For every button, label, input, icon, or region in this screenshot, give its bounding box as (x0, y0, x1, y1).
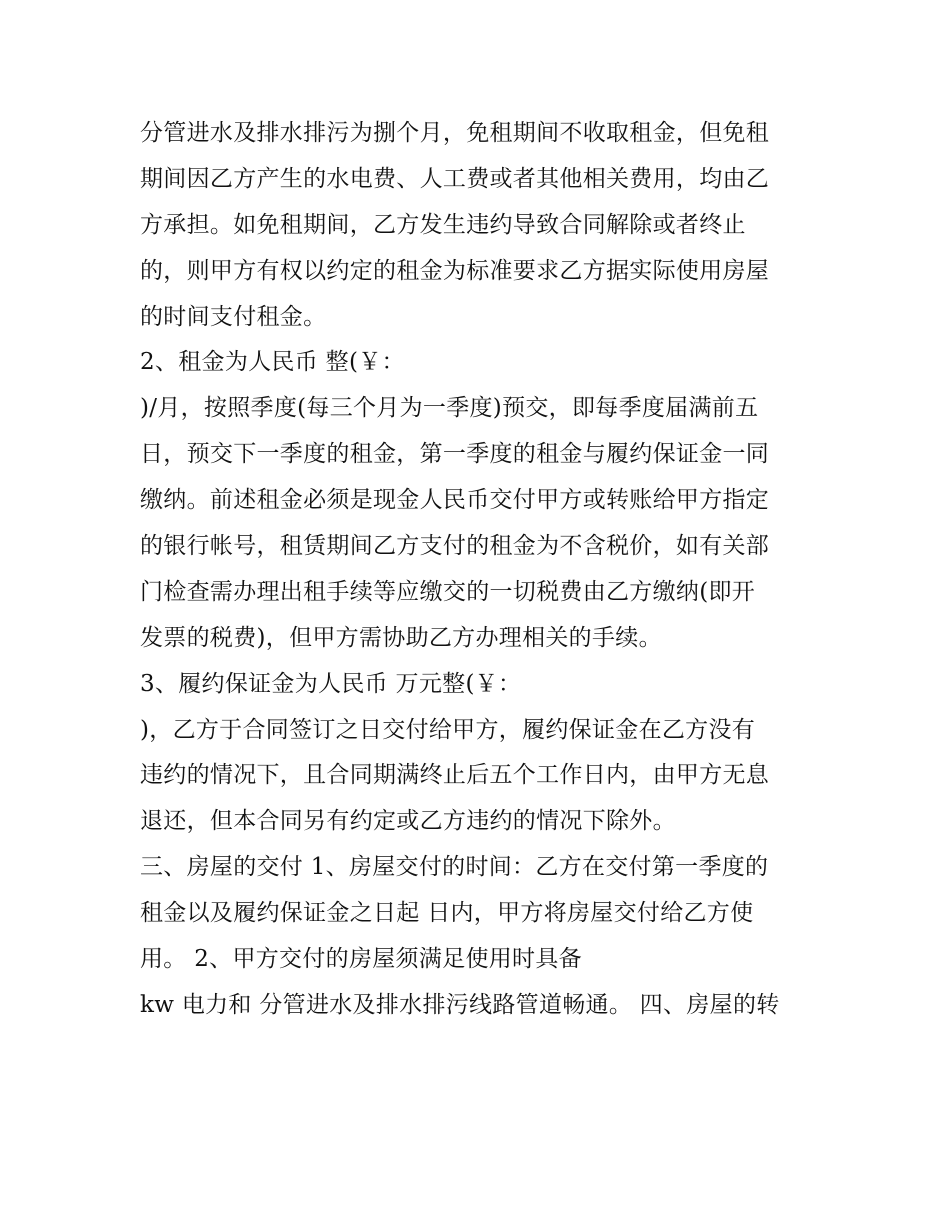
text-line: 用。 2、甲方交付的房屋须满足使用时具备 (140, 946, 582, 973)
text-line: 方承担。如免租期间，乙方发生违约导致合同解除或者终止 (140, 211, 746, 238)
text-line: 的银行帐号，租赁期间乙方支付的租金为不含税价，如有关部 (140, 533, 770, 560)
text-line: 门检查需办理出租手续等应缴交的一切税费由乙方缴纳(即开 (140, 578, 756, 605)
text-line: 的，则甲方有权以约定的租金为标准要求乙方据实际使用房屋 (140, 257, 770, 284)
text-line: 退还，但本合同另有约定或乙方违约的情况下除外。 (140, 808, 676, 835)
text-line: 2、租金为人民币 整(￥： (140, 349, 405, 376)
text-line: 分管进水及排水排污为捌个月，免租期间不收取租金，但免租 (140, 120, 770, 146)
text-line: 3、履约保证金为人民币 万元整(￥： (140, 670, 522, 697)
text-line: 期间因乙方产生的水电费、人工费或者其他相关费用，均由乙 (140, 165, 770, 192)
text-line: 租金以及履约保证金之日起 日内，甲方将房屋交付给乙方使 (140, 900, 754, 927)
text-line: 三、房屋的交付 1、房屋交付的时间：乙方在交付第一季度的 (140, 854, 769, 881)
text-line: kw 电力和 分管进水及排水排污线路管道畅通。 四、房屋的转 (140, 991, 780, 1018)
text-line: 的时间支付租金。 (140, 303, 327, 330)
text-line: )/月，按照季度(每三个月为一季度)预交，即每季度届满前五 (140, 395, 759, 422)
contract-text (140, 111, 820, 1029)
text-line: )，乙方于合同签订之日交付给甲方，履约保证金在乙方没有 (140, 716, 756, 743)
text-line: 日，预交下一季度的租金，第一季度的租金与履约保证金一同 (140, 441, 770, 468)
text-line: 发票的税费)，但甲方需协助乙方办理相关的手续。 (140, 624, 662, 651)
text-line: 违约的情况下，且合同期满终止后五个工作日内，由甲方无息 (140, 762, 770, 789)
text-line: 缴纳。前述租金必须是现金人民币交付甲方或转账给甲方指定 (140, 487, 770, 514)
